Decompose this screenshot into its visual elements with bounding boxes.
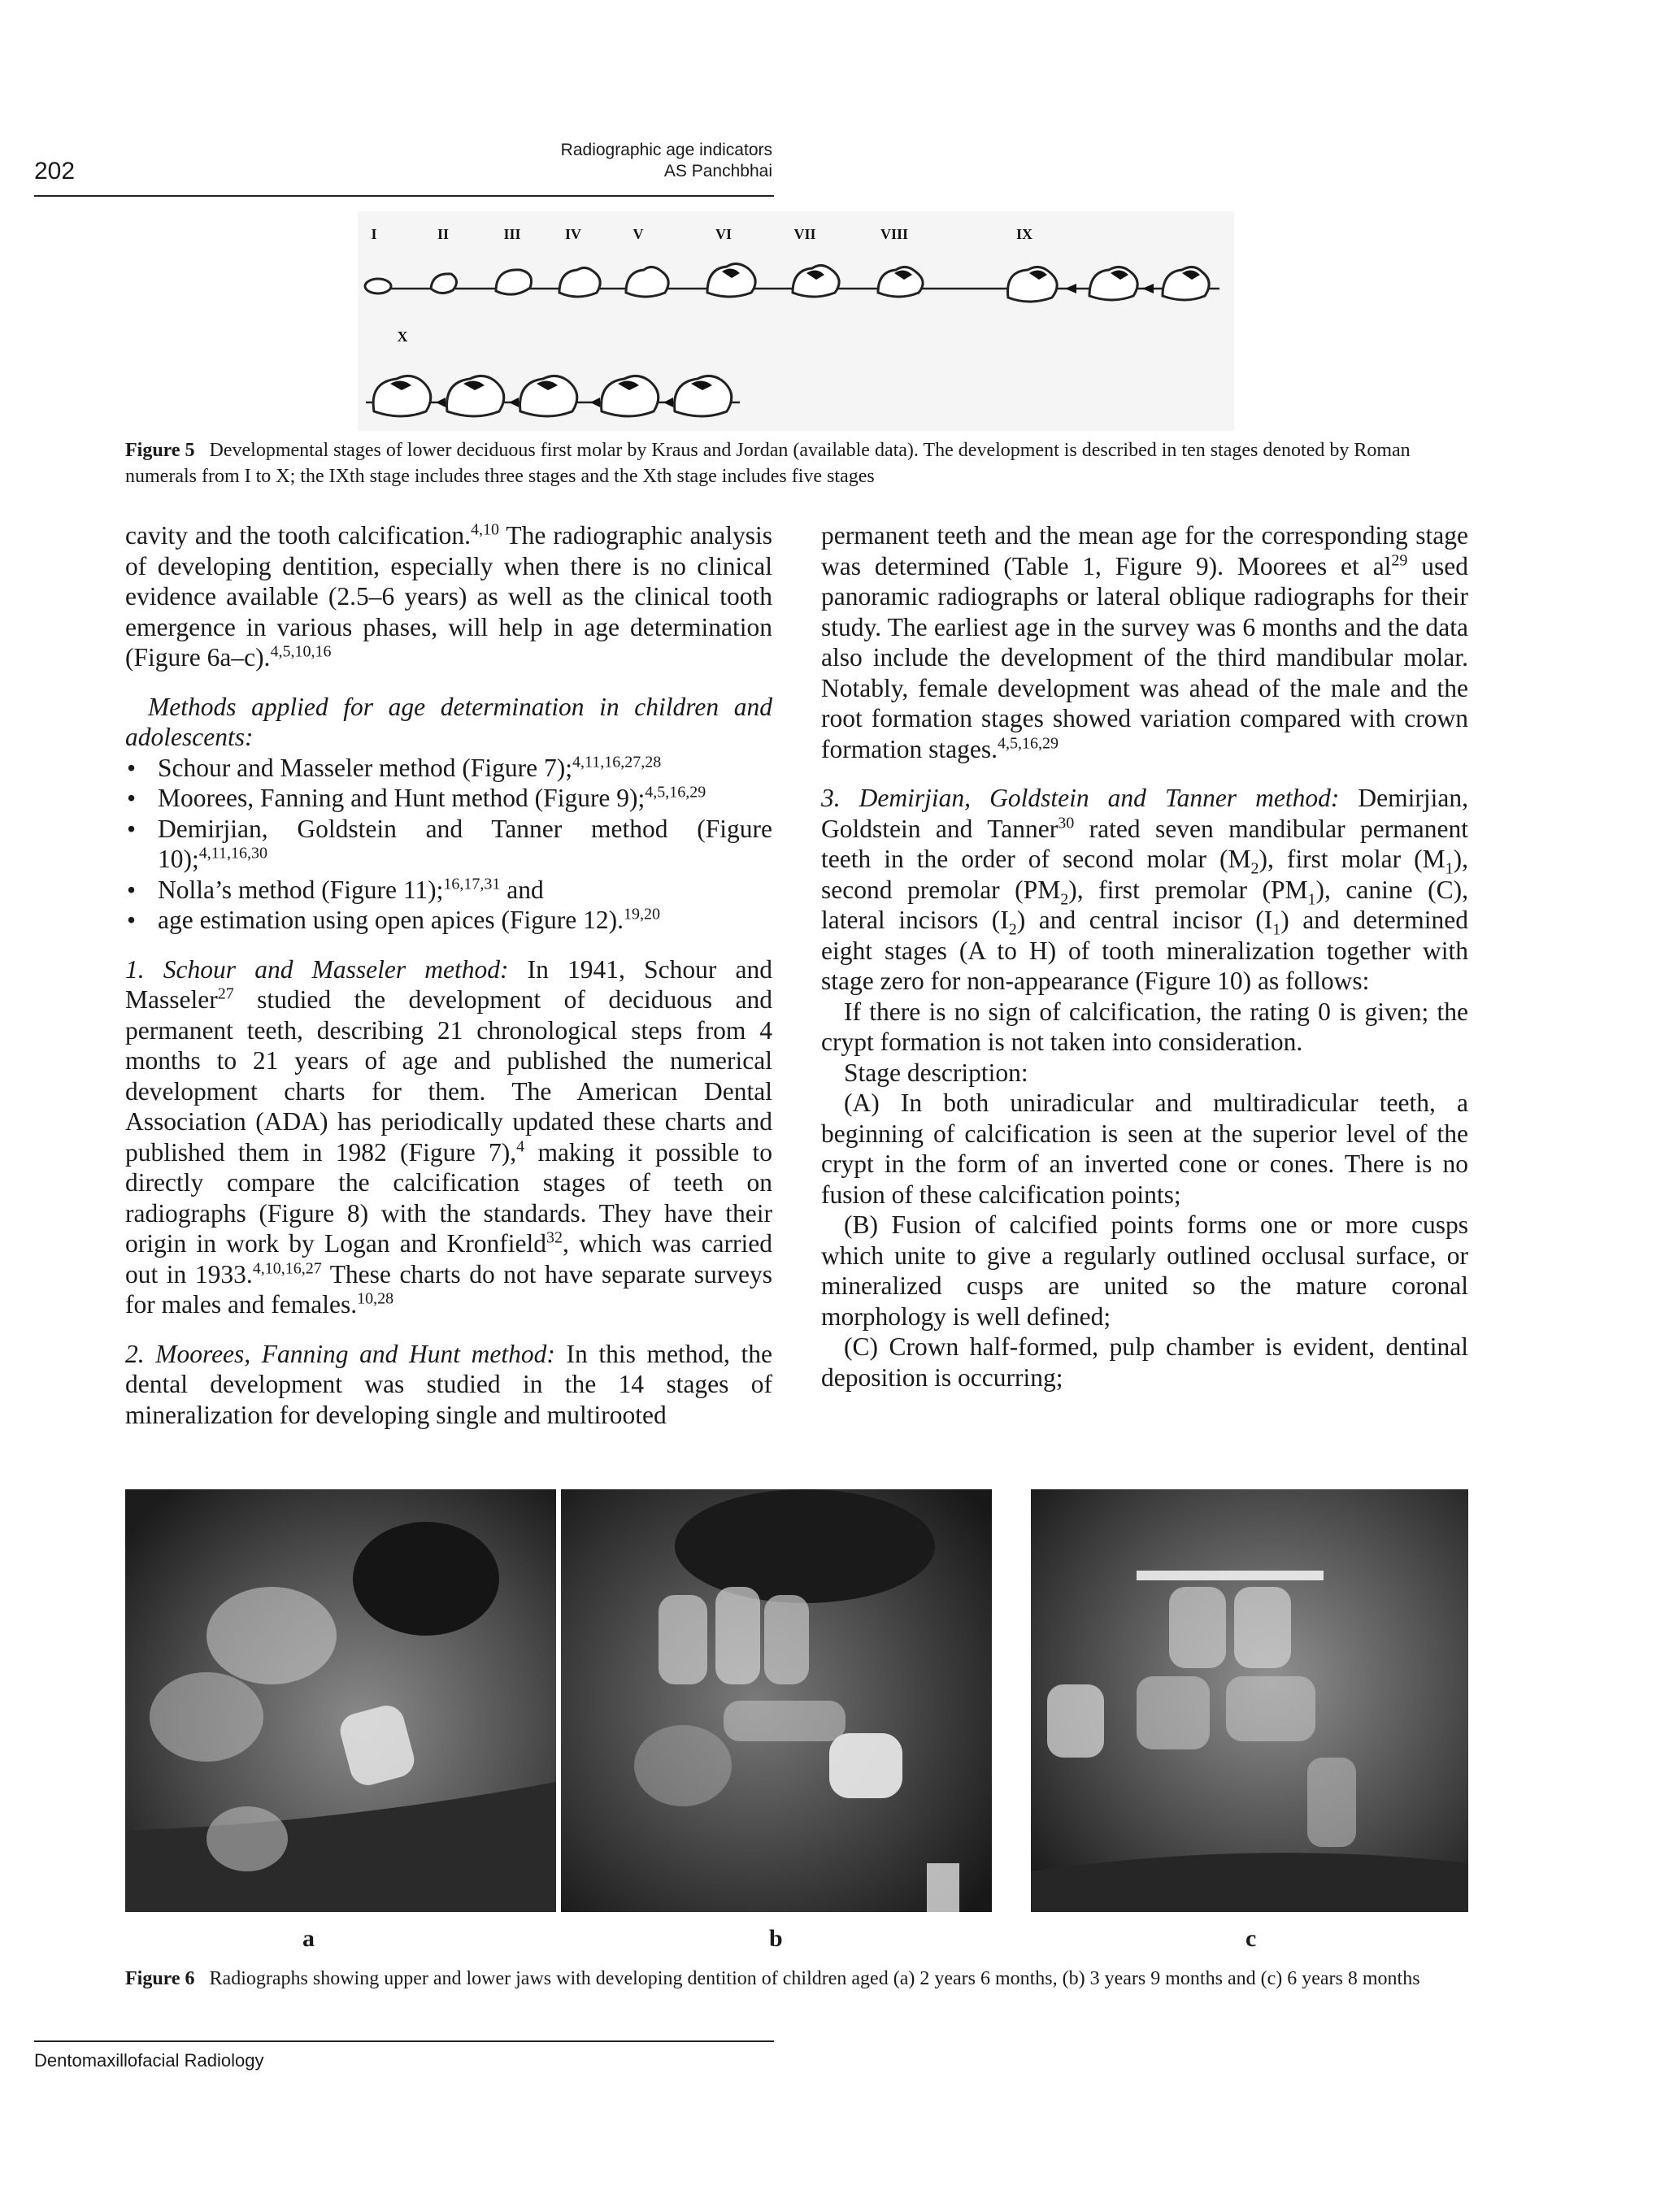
- stage-label-7: VII: [793, 226, 816, 242]
- figure-6-panel-a-label: a: [302, 1925, 315, 1952]
- journal-name: Dentomaxillofacial Radiology: [34, 2050, 264, 2071]
- stage-label-3: III: [503, 226, 521, 242]
- figure-6-caption: [125, 1966, 1468, 1992]
- figure-6-panel-c-label: c: [1245, 1925, 1257, 1952]
- list-item: • Schour and Masseler method (Figure 7);$^{4,11,16,27,28}$: [125, 753, 772, 784]
- header-rule: [34, 195, 774, 197]
- figure-5-label: Figure 5: [125, 440, 195, 461]
- list-item: • Nolla’s method (Figure 11);$^{16,17,31}$ and: [125, 875, 772, 906]
- figure-6a-radiograph: [125, 1489, 556, 1912]
- stage-a: (A) In both uniradicular and multiradicular teeth, a beginning of calcification is seen at the superior level of the crypt in the form of an inverted cone or cones. There is no fusion of these calcification points;: [821, 1089, 1468, 1209]
- section-demirjian: 3. Demirjian, Goldstein and Tanner method: Demirjian, Goldstein and Tanner$^{30}$ rated seven mandibular permanent teeth in the order of second molar $(M_2)$, first molar $(M_1)$, second premolar $(PM_2)$, first premolar $(PM_1)$, canine (C), lateral incisors $(I_2)$ and central incisor $(I_1)$ and determined eight stages (A to H) of tooth mineralization together with stage zero for non-appearance (Figure 10) as follows:: [821, 784, 1468, 995]
- figure-6c-radiograph: [1031, 1489, 1468, 1912]
- body-column-right: [821, 520, 1468, 1393]
- stage-label-2: II: [437, 226, 450, 242]
- stage-b: (B) Fusion of calcified points forms one or more cusps which unite to give a regularly outlined occlusal surface, or mineralized cusps are united so the mature coronal morphology is well defined;: [821, 1210, 1468, 1331]
- figure-5-caption: [125, 437, 1468, 489]
- running-author: AS Panchbhai: [663, 162, 772, 180]
- figure-5-tooth-stages-drawing: [358, 211, 1234, 431]
- list-item: • Demirjian, Goldstein and Tanner method (Figure 10);$^{4,11,16,30}$: [125, 814, 772, 875]
- stage-label-9: IX: [1015, 226, 1033, 242]
- footer-rule: [34, 2040, 774, 2042]
- paragraph: Stage description:: [844, 1058, 1028, 1087]
- running-head: [0, 140, 772, 182]
- paragraph: cavity and the tooth calcification.$^{4,10}$ The radiographic analysis of developing dentition, especially when there is no clinical evidence available (2.5–6 years) as well as the clinical tooth emergence in various phases, will help in age determination (Figure 6a–c).$^{4,5,10,16}$: [125, 520, 772, 671]
- list-item: • age estimation using open apices (Figure 12).$^{19,20}$: [125, 905, 772, 936]
- figure-6-caption-text: Radiographs showing upper and lower jaws with developing dentition of children aged (a) 2 years 6 months, (b) 3 years 9 months and (c) 6 years 8 months: [209, 1968, 1420, 1989]
- stage-label-5: V: [633, 226, 644, 242]
- section-schour-masseler: 1. Schour and Masseler method: In 1941, Schour and Masseler$^{27}$ studied the development of deciduous and permanent teeth, describing 21 chronological steps from 4 months to 21 years of age and published the numerical development charts for them. The American Dental Association (ADA) has periodically updated these charts and published them in 1982 (Figure 7),$^4$ making it possible to directly compare the calcification stages of teeth on radiographs (Figure 8) with the standards. They have their origin in work by Logan and Kronfield$^{32}$, which was carried out in 1933.$^{4,10,16,27}$ These charts do not have separate surveys for males and females.$^{10,28}$: [125, 954, 772, 1319]
- stage-c: (C) Crown half-formed, pulp chamber is evident, dentinal deposition is occurring;: [821, 1332, 1468, 1392]
- figure-6-panel-b-label: b: [769, 1925, 783, 1952]
- paragraph: permanent teeth and the mean age for the corresponding stage was determined (Table 1, Figure 9). Moorees et $al^{29}$ used panoramic radiographs or lateral oblique radiographs for their study. The earliest age in the survey was 6 months and the data also include the development of the third mandibular molar. Notably, female development was ahead of the male and the root formation stages showed variation compared with crown formation stages.$^{4,5,16,29}$: [821, 521, 1468, 763]
- stage-label-6: VI: [715, 226, 733, 242]
- methods-intro: Methods applied for age determination in children and adolescents:: [125, 692, 772, 751]
- stage-label-10: X: [397, 328, 408, 345]
- list-item: • Moorees, Fanning and Hunt method (Figure 9);$^{4,5,16,29}$: [125, 783, 772, 814]
- stage-label-8: VIII: [880, 226, 909, 242]
- body-column-left: [125, 520, 772, 1430]
- section-moorees: 2. Moorees, Fanning and Hunt method: In this method, the dental development was studied in the 14 stages of mineralization for developing single and multirooted: [125, 1339, 772, 1429]
- running-title: Radiographic age indicators: [560, 141, 772, 159]
- stage-label-1: I: [371, 226, 377, 242]
- stage-label-4: IV: [564, 226, 582, 242]
- figure-6-label: Figure 6: [125, 1968, 195, 1989]
- page-number: 202: [34, 158, 76, 185]
- figure-6b-radiograph: [561, 1489, 992, 1912]
- figure-5-caption-text: Developmental stages of lower deciduous first molar by Kraus and Jordan (available data). The development is described in ten stages denoted by Roman numerals from I to X; the IXth stage includes three stages and the Xth stage includes five stages: [125, 440, 1411, 487]
- paragraph: If there is no sign of calcification, the rating 0 is given; the crypt formation is not taken into consideration.: [821, 997, 1468, 1056]
